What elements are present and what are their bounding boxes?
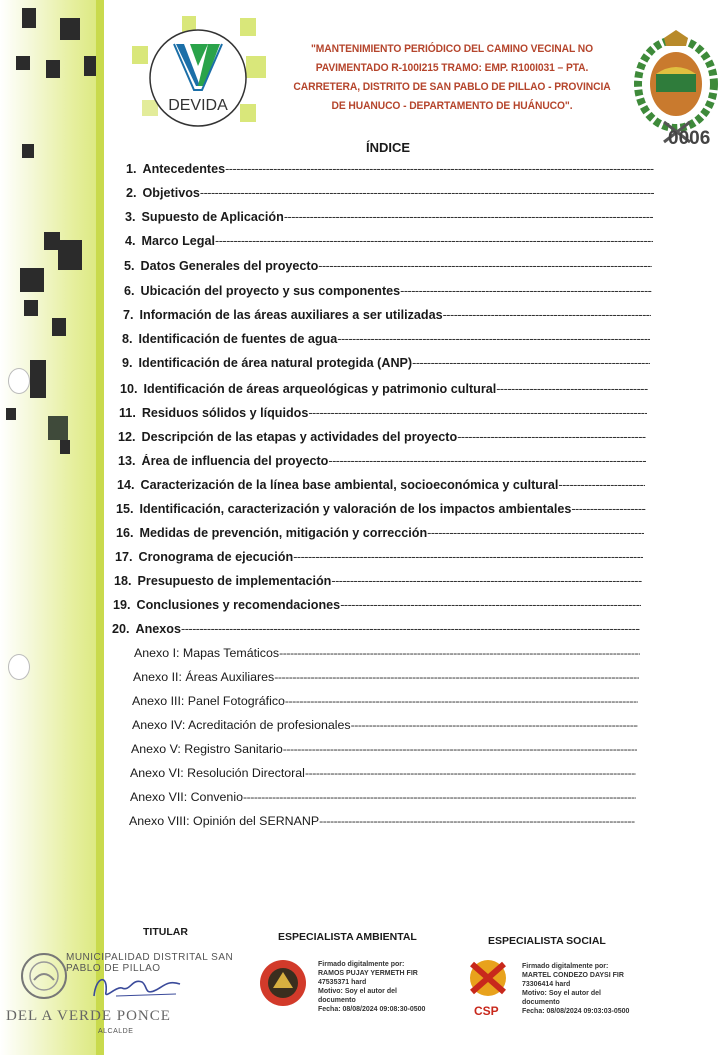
toc-item: 2. Objetivos ----- (126, 186, 654, 200)
toc-item: 7. Información de las áreas auxiliares a ser utilizadas ----- (123, 308, 651, 322)
toc-item: 9. Identificación de área natural protegida (ANP) ----- (122, 356, 650, 370)
toc-item: 17. Cronograma de ejecución ----- (115, 550, 643, 564)
devida-logo (128, 16, 268, 136)
sidebar-edge (96, 0, 104, 1055)
punch-hole-top (8, 368, 30, 394)
csp-logo-icon (462, 958, 514, 1000)
toc-item: 1. Antecedentes ----- (126, 162, 654, 176)
project-title: "MANTENIMIENTO PERIÓDICO DEL CAMINO VECINAL NO PAVIMENTADO R-100I215 TRAMO: EMP. R100I031 – PTA. CARRETERA, DISTRITO DE SAN PABLO DE PILLAO - PROVINCIA DE HUANUCO - DEPARTAMENTO DE HUÁNUCO". (293, 43, 611, 112)
toc-item: 18. Presupuesto de implementación ----- (114, 574, 642, 588)
toc-item: 3. Supuesto de Aplicación ----- (125, 210, 653, 224)
mayor-role: ALCALDE (98, 1028, 134, 1035)
page-number: 0006 (668, 128, 711, 149)
annex-item: Anexo VII: Convenio ----- (130, 790, 636, 804)
toc-item: 10. Identificación de áreas arqueológicas y patrimonio cultural ----- (120, 382, 648, 396)
ambiental-seal-icon (258, 958, 308, 1008)
social-label: ESPECIALISTA SOCIAL (488, 935, 606, 947)
toc-item: 4. Marco Legal ----- (125, 234, 653, 248)
csp-label: CSP (474, 1004, 499, 1018)
toc-item: 5. Datos Generales del proyecto ----- (124, 259, 652, 273)
annex-item: Anexo V: Registro Sanitario ----- (131, 742, 637, 756)
annex-item: Anexo III: Panel Fotográfico ----- (132, 694, 638, 708)
toc-item: 20. Anexos ----- (112, 622, 640, 636)
annex-item: Anexo VI: Resolución Directoral ----- (130, 766, 636, 780)
titular-label: TITULAR (143, 926, 188, 938)
logo-label: DEVIDA (168, 97, 228, 114)
toc-item: 14. Caracterización de la línea base ambiental, socioeconómica y cultural ----- (117, 478, 645, 492)
toc-item: 12. Descripción de las etapas y actividades del proyecto ----- (118, 430, 646, 444)
toc-item: 6. Ubicación del proyecto y sus componentes ----- (124, 284, 652, 298)
toc-item: 19. Conclusiones y recomendaciones ----- (113, 598, 641, 612)
annex-item: Anexo I: Mapas Temáticos ----- (134, 646, 640, 660)
handwritten-signature (86, 966, 186, 1006)
ambiental-digital-signature: Firmado digitalmente por: RAMOS PUJAY YERMETH FIR 47535371 hard Motivo: Soy el autor del documento Fecha: 08/08/2024 09:08:30-0500 (318, 961, 426, 1013)
annex-item: Anexo II: Áreas Auxiliares ----- (133, 670, 639, 684)
left-sidebar-decoration (0, 0, 104, 1055)
toc-item: 13. Área de influencia del proyecto ----- (118, 454, 646, 468)
punch-hole-bottom (8, 654, 30, 680)
toc-item: 16. Medidas de prevención, mitigación y corrección ----- (116, 526, 644, 540)
municipal-seal-icon (18, 950, 70, 1002)
index-title: ÍNDICE (366, 140, 411, 155)
municipality-text: MUNICIPALIDAD DISTRITAL SAN PABLO DE PILLAO (66, 952, 234, 974)
annex-item: Anexo IV: Acreditación de profesionales ----- (132, 718, 638, 732)
toc-item: 8. Identificación de fuentes de agua ----- (122, 332, 650, 346)
toc-item: 11. Residuos sólidos y líquidos ----- (119, 406, 647, 420)
ambiental-label: ESPECIALISTA AMBIENTAL (278, 931, 417, 943)
toc-item: 15. Identificación, caracterización y valoración de los impactos ambientales ----- (116, 502, 646, 516)
mayor-name: DEL A VERDE PONCE (6, 1008, 171, 1024)
annex-item: Anexo VIII: Opinión del SERNANP ----- (129, 814, 635, 828)
social-digital-signature: Firmado digitalmente por: MARTEL CONDEZO DAYSI FIR 73306414 hard Motivo: Soy el autor del documento Fecha: 08/08/2024 09:03:03-0500 (522, 963, 630, 1015)
